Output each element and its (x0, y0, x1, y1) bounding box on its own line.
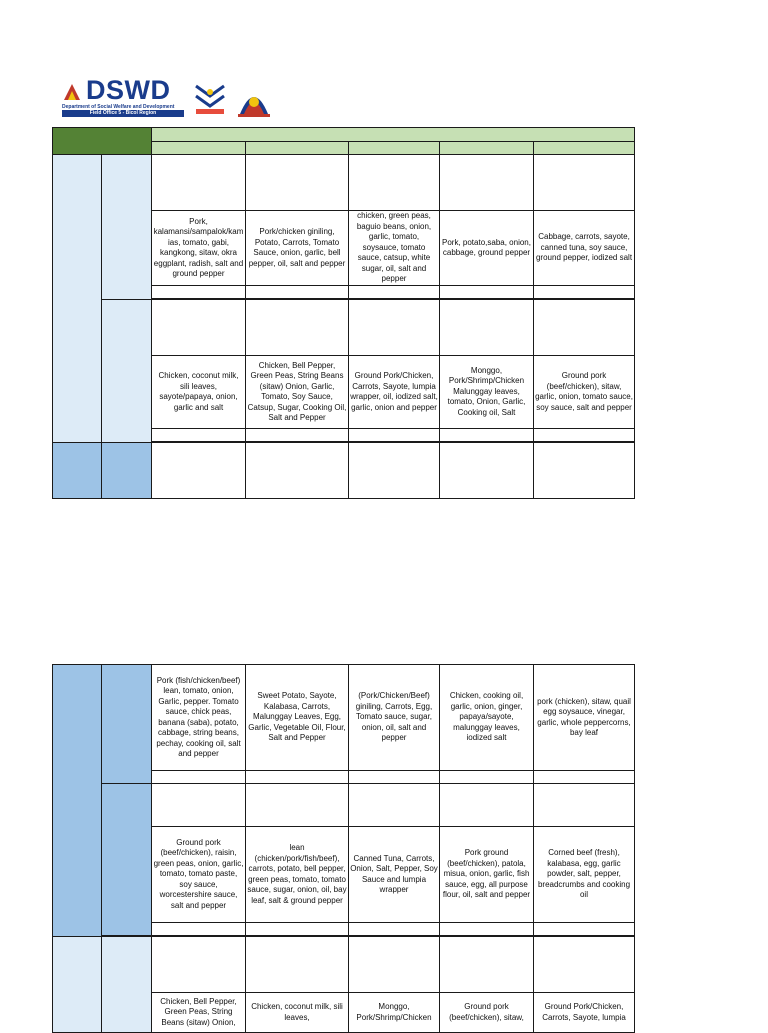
meal-label-cell (102, 300, 152, 443)
ingredients-cell: Canned Tuna, Carrots, Onion, Salt, Pepper, Soy Sauce and lumpia wrapper (349, 827, 440, 923)
logo-subtitle: Department of Social Welfare and Development (62, 104, 175, 110)
dish-cell (152, 443, 246, 499)
header-band-cell (152, 128, 635, 142)
meal-plan-table-1 (52, 127, 635, 499)
ingredients-cell: Cabbage, carrots, sayote, canned tuna, soy sauce, ground pepper, iodized salt (534, 211, 635, 286)
dish-cell (246, 155, 349, 211)
week-label-cell (53, 665, 102, 937)
dish-cell (440, 155, 534, 211)
ingredients-cell: Chicken, Bell Pepper, Green Peas, String Beans (sitaw) Onion, (152, 993, 246, 1033)
ingredients-cell: Chicken, coconut milk, sili leaves, (246, 993, 349, 1033)
ingredients-cell: Chicken, coconut milk, sili leaves, sayote/papaya, onion, garlic and salt (152, 356, 246, 429)
dish-cell (246, 443, 349, 499)
ingredients-cell: Ground pork (beef/chicken), raisin, green peas, onion, garlic, tomato, tomato paste, soy sauce, worcestershire sauce, salt and pepper (152, 827, 246, 923)
ingredients-cell: Ground pork (beef/chicken), sitaw, (440, 993, 534, 1033)
ingredients-cell: Ground Pork/Chicken, Carrots, Sayote, lumpia wrapper, oil, iodized salt, garlic, onion and pepper (349, 356, 440, 429)
ingredients-cell: Pork (fish/chicken/beef) lean, tomato, onion, Garlic, pepper. Tomato sauce, chick peas, banana (saba), potato, cabbage, string beans, pechay, cooking oil, salt and pepper (152, 665, 246, 771)
dish-cell (246, 784, 349, 827)
ingredients-cell: Pork, kalamansi/sampalok/kamias, tomato, gabi, kangkong, sitaw, okra eggplant, radish, salt and ground pepper (152, 211, 246, 286)
dish-cell (152, 937, 246, 993)
day-header-cell (534, 142, 635, 155)
ingredients-cell: Ground pork (beef/chicken), sitaw, garlic, onion, tomato sauce, soy sauce, salt and pepper (534, 356, 635, 429)
ingredients-cell: Monggo, Pork/Shrimp/Chicken (349, 993, 440, 1033)
ingredients-cell: Pork, potato,saba, onion, cabbage, ground pepper (440, 211, 534, 286)
dish-cell (440, 300, 534, 356)
header-corner-cell (53, 128, 152, 155)
dish-cell (349, 937, 440, 993)
feeding-program-logo-icon (192, 82, 228, 116)
dish-cell (152, 155, 246, 211)
meal-label-cell (102, 937, 152, 1033)
logo-title: DSWD (86, 75, 171, 105)
dish-cell (349, 784, 440, 827)
dish-cell (246, 300, 349, 356)
week-label-cell (53, 443, 102, 499)
dish-cell (349, 155, 440, 211)
dish-cell (440, 443, 534, 499)
day-header-cell (152, 142, 246, 155)
dish-cell (534, 155, 635, 211)
day-header-cell (349, 142, 440, 155)
ingredients-cell: Sweet Potato, Sayote, Kalabasa, Carrots, Malunggay Leaves, Egg, Garlic, Vegetable Oil, Flour, Salt and Pepper (246, 665, 349, 771)
dish-cell (152, 300, 246, 356)
bagong-pilipinas-logo-icon (234, 84, 274, 118)
ingredients-cell: Chicken, Bell Pepper, Green Peas, String Beans (sitaw) Onion, Garlic, Tomato, Soy Sauce, Catsup, Sugar, Cooking Oil, Salt and Pepper (246, 356, 349, 429)
dish-cell (440, 784, 534, 827)
meal-label-cell (102, 665, 152, 784)
ingredients-cell: Pork ground (beef/chicken), patola, misua, onion, garlic, fish sauce, egg, all purpose flour, oil, salt and pepper (440, 827, 534, 923)
dish-cell (534, 443, 635, 499)
week-label-cell (53, 937, 102, 1033)
ingredients-cell: Pork/chicken giniling, Potato, Carrots, Tomato Sauce, onion, garlic, bell pepper, oil, salt and pepper (246, 211, 349, 286)
week-label-cell (53, 155, 102, 443)
dish-cell (440, 937, 534, 993)
day-header-cell (440, 142, 534, 155)
dish-cell (349, 300, 440, 356)
dish-cell (152, 784, 246, 827)
dswd-logo-header (62, 75, 292, 120)
day-header-cell (246, 142, 349, 155)
meal-label-cell (102, 443, 152, 499)
ingredients-cell: Corned beef (fresh), kalabasa, egg, garlic powder, salt, pepper, breadcrumbs and cooking oil (534, 827, 635, 923)
ingredients-cell: Monggo, Pork/Shrimp/Chicken Malunggay leaves, tomato, Onion, Garlic, Cooking oil, Salt (440, 356, 534, 429)
logo-bar: Field Office 5 - Bicol Region (62, 110, 184, 117)
dish-cell (349, 443, 440, 499)
ingredients-cell: lean (chicken/pork/fish/beef), carrots, potato, bell pepper, green peas, tomato, tomato sauce, sugar, onion, oil, bay leaf, salt & ground pepper (246, 827, 349, 923)
ingredients-cell: chicken, green peas, baguio beans, onion, garlic, tomato, soysauce, tomato sauce, catsup, white sugar, oil, salt and pepper (349, 211, 440, 286)
ingredients-cell: pork (chicken), sitaw, quail egg soysauce, vinegar, garlic, whole peppercorns, bay leaf (534, 665, 635, 771)
dish-cell (246, 937, 349, 993)
ingredients-cell: Ground Pork/Chicken, Carrots, Sayote, lumpia (534, 993, 635, 1033)
ingredients-cell: Chicken, cooking oil, garlic, onion, ginger, papaya/sayote, malunggay leaves, iodized salt (440, 665, 534, 771)
dish-cell (534, 937, 635, 993)
dish-cell (534, 300, 635, 356)
meal-plan-table-2 (52, 664, 635, 1033)
meal-label-cell (102, 155, 152, 300)
dish-cell (534, 784, 635, 827)
meal-label-cell (102, 784, 152, 936)
ingredients-cell: (Pork/Chicken/Beef) giniling, Carrots, Egg, Tomato sauce, sugar, onion, oil, salt and pepper (349, 665, 440, 771)
dswd-emblem-icon (62, 82, 82, 102)
